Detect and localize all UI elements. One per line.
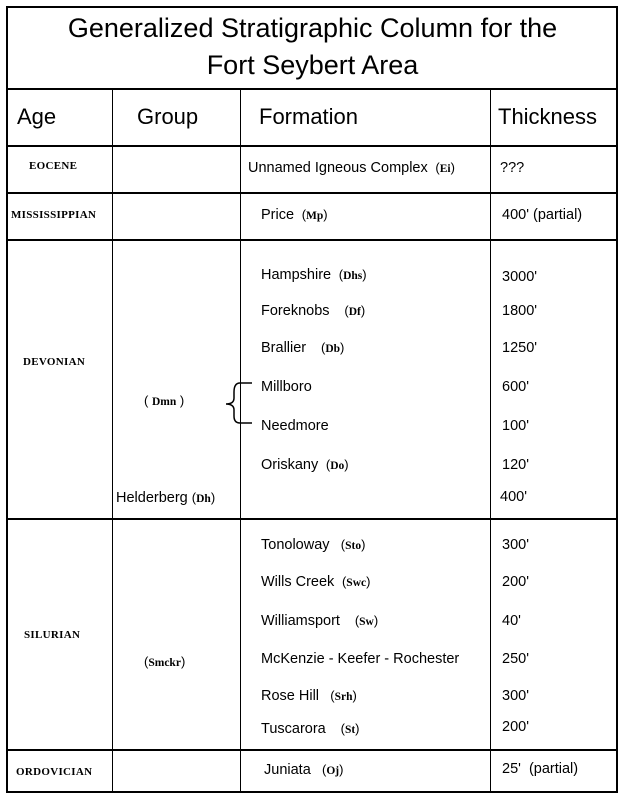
formation-oj-abbr: Oj [326,765,340,777]
formation-sw-thickness: 40' [502,613,521,629]
group-smckr-abbr: Smckr [148,657,181,669]
formation-sto-thickness: 300' [502,537,529,553]
group-dmn: ( Dmn ) [144,393,185,408]
formation-swc-name: Wills Creek [261,574,335,590]
formation-mkr: McKenzie - Keefer - Rochester [261,651,460,667]
formation-st: Tuscarora (St) [261,721,360,737]
age-silurian: SILURIAN [24,629,81,641]
rule-below-header [6,145,618,147]
formation-sto-abbr: Sto [345,540,362,552]
formation-oj-thickness: 25' (partial) [502,761,579,777]
formation-do-thickness: 120' [502,457,529,473]
formation-swc-abbr: Swc [346,577,367,589]
formation-ei: Unnamed Igneous Complex (Ei) [248,160,455,176]
formation-millboro-thickness: 600' [502,379,529,395]
column-divider-age-group [112,88,113,793]
age-devonian: DEVONIAN [23,356,86,368]
column-divider-group-formation [240,88,241,793]
rule-below-mississippian [6,239,618,241]
formation-do-abbr: Do [330,460,345,472]
formation-db: Brallier (Db) [261,340,345,356]
formation-swc: Wills Creek (Swc) [261,574,371,590]
formation-mp-abbr: Mp [306,210,324,222]
formation-dhs-abbr: Dhs [343,270,363,282]
formation-mp: Price (Mp) [261,207,328,223]
rule-below-eocene [6,192,618,194]
formation-df: Foreknobs (Df) [261,303,366,319]
formation-sw-name: Williamsport [261,613,340,629]
formation-sw-abbr: Sw [359,616,374,628]
formation-sto-name: Tonoloway [261,537,330,553]
formation-srh-thickness: 300' [502,688,529,704]
group-helderberg-abbr: Dh [196,493,211,505]
formation-st-thickness: 200' [502,719,529,735]
rule-below-silurian [6,749,618,751]
formation-ei-abbr: Ei [439,163,451,175]
page-title-line-2: Fort Seybert Area [206,50,419,80]
rule-below-devonian [6,518,618,520]
formation-db-thickness: 1250' [502,340,538,356]
rule-below-title [6,88,618,90]
formation-helderberg-thickness: 400' [500,489,527,505]
group-dmn-abbr: Dmn [151,396,177,408]
formation-st-name: Tuscarora [261,721,326,737]
formation-srh: Rose Hill (Srh) [261,688,357,704]
formation-mkr-thickness: 250' [502,651,529,667]
group-helderberg-name: Helderberg [116,490,188,506]
formation-df-name: Foreknobs [261,303,330,319]
page-title-line-1: Generalized Stratigraphic Column for the [67,13,558,43]
age-mississippian: MISSISSIPPIAN [11,209,97,221]
formation-swc-thickness: 200' [502,574,529,590]
formation-oj-name: Juniata [264,762,311,778]
formation-db-name: Brallier [261,340,307,356]
header-age: Age [17,104,57,129]
formation-dhs: Hampshire (Dhs) [261,267,367,283]
formation-srh-abbr: Srh [334,691,353,703]
column-divider-formation-thickness [490,88,491,793]
formation-db-abbr: Db [325,343,341,355]
formation-st-abbr: St [344,724,356,736]
formation-mp-name: Price [261,207,295,223]
formation-dhs-thickness: 3000' [502,269,538,285]
formation-millboro: Millboro [261,379,312,395]
formation-sto: Tonoloway (Sto) [261,537,366,553]
group-smckr: (Smckr) [144,654,186,669]
formation-sw: Williamsport (Sw) [261,613,379,629]
formation-dhs-name: Hampshire [261,267,332,283]
formation-needmore: Needmore [261,418,329,434]
formation-needmore-thickness: 100' [502,418,529,434]
formation-oj: Juniata (Oj) [264,762,344,778]
header-thickness: Thickness [498,104,598,129]
formation-df-abbr: Df [348,306,361,318]
formation-do-name: Oriskany [261,457,319,473]
header-group: Group [137,104,199,129]
formation-srh-name: Rose Hill [261,688,320,704]
formation-mp-thickness: 400' (partial) [502,207,583,223]
formation-df-thickness: 1800' [502,303,538,319]
header-formation: Formation [259,104,359,129]
formation-do: Oriskany (Do) [261,457,349,473]
group-helderberg: Helderberg (Dh) [116,490,216,506]
age-eocene: EOCENE [29,160,78,172]
formation-ei-name: Unnamed Igneous Complex [248,160,428,176]
formation-ei-thickness: ??? [500,160,525,176]
age-ordovician: ORDOVICIAN [16,766,93,778]
